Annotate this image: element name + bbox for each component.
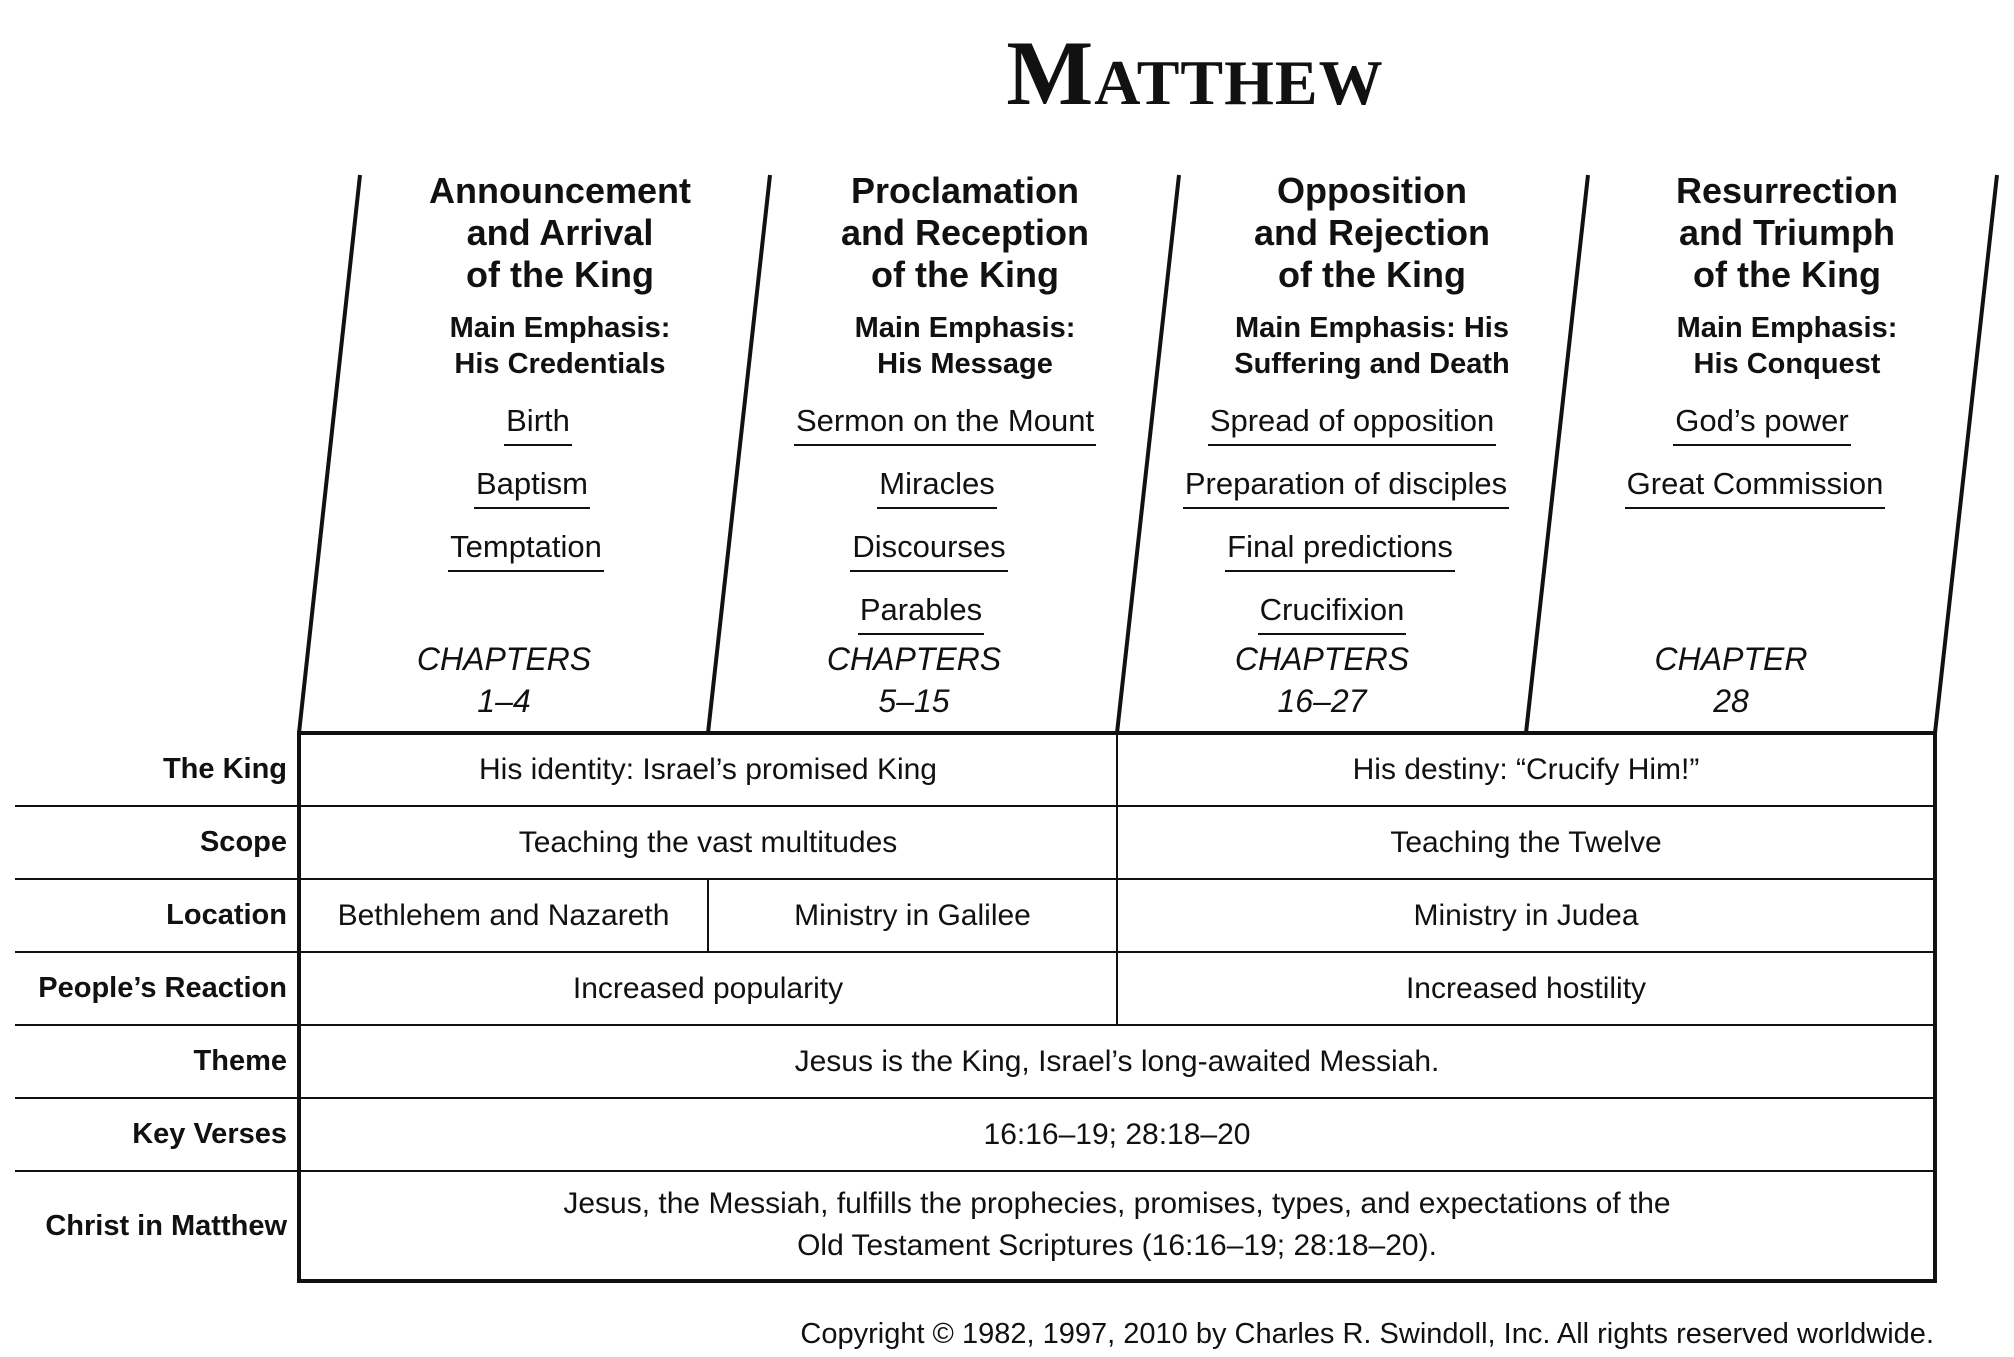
key-verses-cell: 16:16–19; 28:18–20 bbox=[983, 1118, 1251, 1151]
slant-divider-1 bbox=[299, 175, 360, 733]
topic-item: Preparation of disciples bbox=[1183, 465, 1509, 509]
topic-item: Miracles bbox=[877, 465, 996, 509]
topic-list bbox=[370, 402, 750, 572]
copyright-notice: Copyright © 1982, 1997, 2010 by Charles R. Swindoll, Inc. All rights reserved worldwide. bbox=[800, 1318, 1934, 1350]
section-heading: Announcement and Arrival of the King bbox=[428, 170, 691, 295]
section-heading: Opposition and Rejection of the King bbox=[1253, 170, 1491, 295]
topic-item: Discourses bbox=[850, 528, 1007, 572]
reaction-left-cell: Increased popularity bbox=[572, 972, 844, 1005]
location-first-cell: Bethlehem and Nazareth bbox=[337, 899, 670, 932]
row-label-reaction: People’s Reaction bbox=[38, 972, 287, 1004]
topic-list bbox=[1182, 402, 1562, 635]
page-title: Matthew bbox=[1006, 22, 1384, 124]
row-label-christ: Christ in Matthew bbox=[45, 1210, 287, 1242]
section-announcement bbox=[370, 170, 750, 591]
topic-list bbox=[775, 402, 1155, 635]
king-right-cell: His destiny: “Crucify Him!” bbox=[1352, 753, 1700, 786]
christ-cell: Jesus, the Messiah, fulfills the prophecies, promises, types, and expectations of the Old Testament Scriptures (16:16–19; 28:18–20). bbox=[563, 1187, 1671, 1262]
chapters-label-1: CHAPTERS 1–4 bbox=[416, 641, 592, 719]
row-label-key-verses-text: Key Verses bbox=[132, 1118, 287, 1150]
section-resurrection bbox=[1597, 170, 1977, 528]
topic-list bbox=[1597, 402, 1977, 509]
row-label-theme-text: Theme bbox=[193, 1045, 287, 1077]
scope-left-cell: Teaching the vast multitudes bbox=[518, 826, 898, 859]
row-label-scope: Scope bbox=[199, 826, 287, 858]
section-emphasis: Main Emphasis: His Conquest bbox=[1676, 312, 1898, 380]
row-label-location: Location bbox=[166, 899, 287, 931]
topic-item: Spread of opposition bbox=[1208, 402, 1496, 446]
topic-item: Parables bbox=[858, 591, 984, 635]
topic-item: Birth bbox=[504, 402, 572, 446]
reaction-right-cell: Increased hostility bbox=[1405, 972, 1647, 1005]
section-proclamation bbox=[775, 170, 1155, 654]
topic-item: Final predictions bbox=[1225, 528, 1455, 572]
location-second-cell: Ministry in Galilee bbox=[794, 899, 1031, 932]
section-emphasis: Main Emphasis: His Credentials bbox=[449, 312, 671, 380]
topic-item: Crucifixion bbox=[1258, 591, 1407, 635]
row-label-the-king: The King bbox=[162, 753, 287, 785]
topic-item: Baptism bbox=[474, 465, 590, 509]
section-heading: Proclamation and Reception of the King bbox=[840, 170, 1090, 295]
topic-item: God’s power bbox=[1673, 402, 1850, 446]
section-opposition bbox=[1182, 170, 1562, 654]
scope-right-cell: Teaching the Twelve bbox=[1390, 826, 1662, 859]
section-emphasis: Main Emphasis: His Message bbox=[854, 312, 1076, 380]
topic-item: Temptation bbox=[448, 528, 604, 572]
theme-cell: Jesus is the King, Israel’s long-awaited Messiah. bbox=[794, 1045, 1440, 1078]
location-right-cell: Ministry in Judea bbox=[1413, 899, 1639, 932]
chapters-label-2: CHAPTERS 5–15 bbox=[826, 641, 1002, 719]
king-left-cell: His identity: Israel’s promised King bbox=[479, 753, 937, 786]
chapters-label-3: CHAPTERS 16–27 bbox=[1234, 641, 1410, 719]
section-heading: Resurrection and Triumph of the King bbox=[1675, 170, 1899, 295]
topic-item: Great Commission bbox=[1625, 465, 1886, 509]
section-emphasis: Main Emphasis: His Suffering and Death bbox=[1234, 312, 1510, 380]
topic-item: Sermon on the Mount bbox=[794, 402, 1096, 446]
chapters-label-4: CHAPTER 28 bbox=[1654, 641, 1808, 719]
